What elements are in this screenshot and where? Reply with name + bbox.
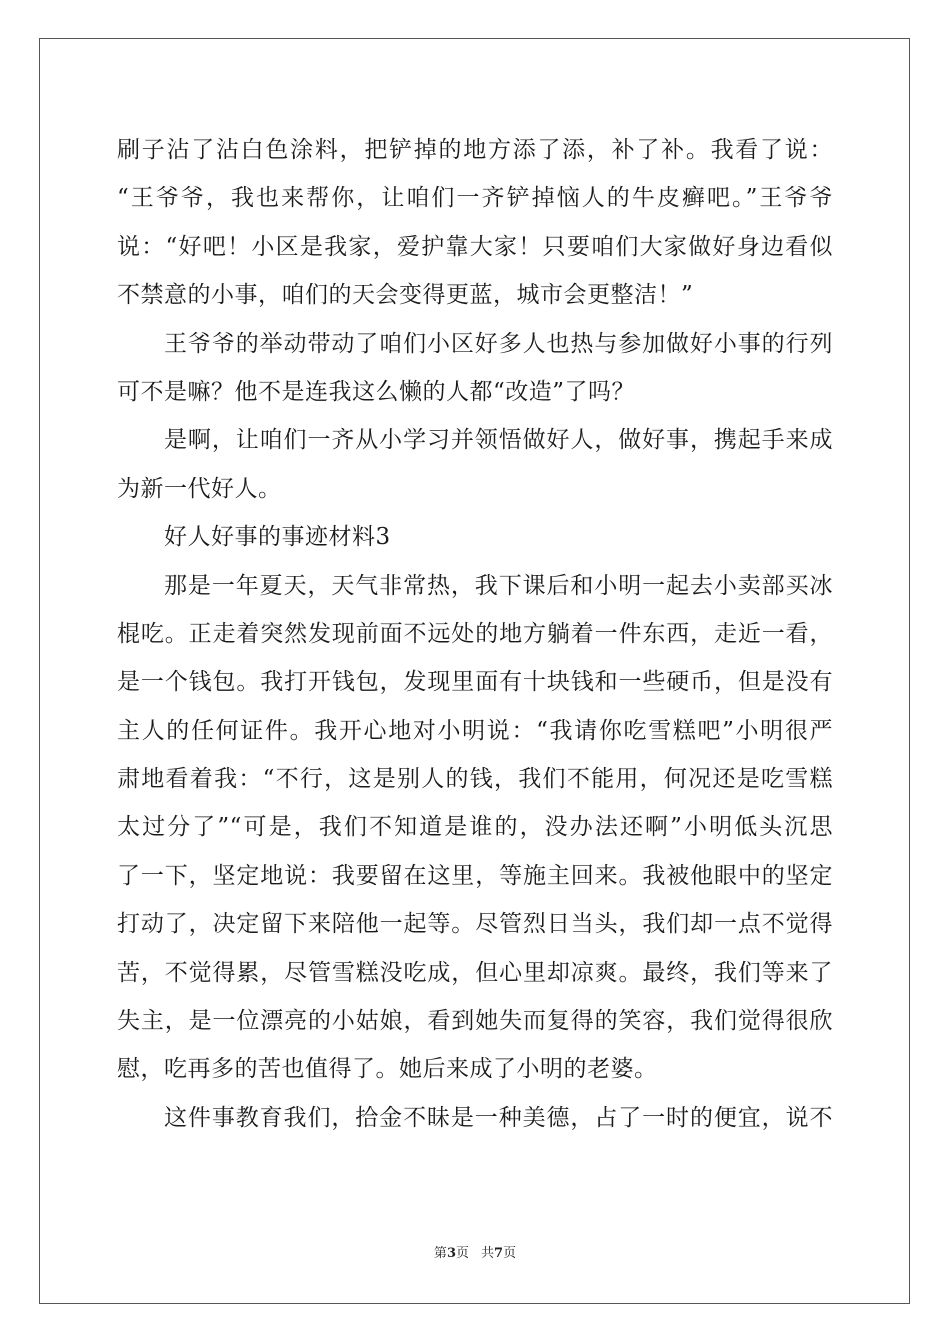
text-line: 不禁意的小事，咱们的天会变得更蓝，城市会更整洁！” <box>117 282 694 309</box>
total-page-number: 7 <box>494 1246 504 1261</box>
text-line: 是啊，让咱们一齐从小学习并领悟做好人，做好事，携起手来成 <box>164 427 833 454</box>
text-line: 太过分了”“可是，我们不知道是谁的，没办法还啊”小明低头沉思 <box>117 814 833 841</box>
text-line: “王爷爷，我也来帮你，让咱们一齐铲掉恼人的牛皮癣吧。”王爷爷 <box>117 185 833 212</box>
text-line: 失主，是一位漂亮的小姑娘，看到她失而复得的笑容，我们觉得很欣 <box>117 1008 833 1035</box>
page-prefix: 第 <box>433 1246 447 1261</box>
text-line: 慰，吃再多的苦也值得了。她后来成了小明的老婆。 <box>117 1056 658 1083</box>
text-line: 那是一年夏天，天气非常热，我下课后和小明一起去小卖部买冰 <box>164 572 833 599</box>
total-suffix: 页 <box>503 1246 517 1261</box>
text-line: 棍吃。正走着突然发现前面不远处的地方躺着一件东西，走近一看， <box>117 620 833 647</box>
current-page-number: 3 <box>446 1246 456 1261</box>
document-body <box>117 126 833 1142</box>
text-line: 说：“好吧！小区是我家，爱护靠大家！只要咱们大家做好身边看似 <box>117 233 833 260</box>
text-line: 为新一代好人。 <box>117 475 282 502</box>
text-line: 这件事教育我们，拾金不昧是一种美德，占了一时的便宜，说不 <box>164 1104 833 1131</box>
page-footer <box>0 1242 950 1261</box>
text-line: 王爷爷的举动带动了咱们小区好多人也热与参加做好小事的行列 <box>164 330 833 357</box>
text-line: 是一个钱包。我打开钱包，发现里面有十块钱和一些硬币，但是没有 <box>117 669 833 696</box>
page-suffix: 页 <box>455 1246 469 1261</box>
text-line: 打动了，决定留下来陪他一起等。尽管烈日当头，我们却一点不觉得 <box>117 911 833 938</box>
text-line: 苦，不觉得累，尽管雪糕没吃成，但心里却凉爽。最终，我们等来了 <box>117 959 833 986</box>
text-line: 可不是嘛？他不是连我这么懒的人都“改造”了吗？ <box>117 378 636 405</box>
text-line: 刷子沾了沾白色涂料，把铲掉的地方添了添，补了补。我看了说： <box>117 137 833 163</box>
text-line: 肃地看着我：“不行，这是别人的钱，我们不能用，何况还是吃雪糕 <box>117 766 833 793</box>
total-prefix: 共 <box>481 1246 495 1261</box>
text-line: 好人好事的事迹材料3 <box>164 524 391 551</box>
text-line: 主人的任何证件。我开心地对小明说：“我请你吃雪糕吧”小明很严 <box>117 717 833 744</box>
text-line: 了一下，坚定地说：我要留在这里，等施主回来。我被他眼中的坚定 <box>117 862 833 889</box>
